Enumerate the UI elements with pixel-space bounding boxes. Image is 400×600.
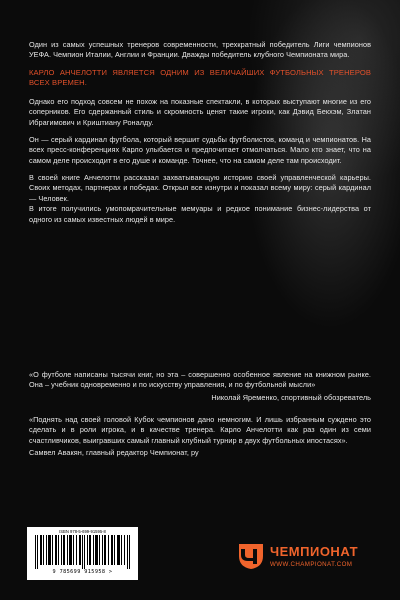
description-block bbox=[29, 40, 371, 232]
logo-url: WWW.CHAMPIONAT.COM bbox=[270, 561, 353, 568]
championat-logo-icon bbox=[236, 542, 266, 570]
cardinal-paragraph: Он — серый кардинал футбола, который вершит судьбы футболистов, команд и чемпионатов. На всех пресс-конференциях Карло улыбается и предпочитает отмолчаться. Мало кто знает, что на самом деле происходит в его душе и команде. Точнее, что на самом деле там происходит. bbox=[29, 135, 371, 165]
quote-text: «О футболе написаны тысячи книг, но эта – совершенно особенное явление на книжном рынке. Она – учебник одновременно и по искусству управления, и по футбольной мысли» bbox=[29, 370, 371, 390]
quote bbox=[29, 415, 371, 458]
quote bbox=[29, 370, 371, 403]
result-paragraph: В итоге получились умопомрачительные мемуары и редкое понимание бизнес-лидерства от одного из самых известных людей в мире. bbox=[29, 204, 371, 224]
publisher-logo bbox=[236, 542, 376, 572]
highlight-statement: КАРЛО АНЧЕЛОТТИ ЯВЛЯЕТСЯ ОДНИМ ИЗ ВЕЛИЧАЙШИХ ФУТБОЛЬНЫХ ТРЕНЕРОВ ВСЕХ ВРЕМЕН. bbox=[29, 67, 371, 88]
quote-text: «Поднять над своей головой Кубок чемпионов дано немногим. И лишь избранным суждено это сделать и в роли игрока, и в качестве тренера. Карло Анчелотти как раз один из семи счастливчиков, выигравших самый главный клубный турнир в двух футбольных ипостасях». bbox=[29, 415, 371, 445]
intro-paragraph: Один из самых успешных тренеров современности, трехкратный победитель Лиги чемпионов УЕФА. Чемпион Италии, Англии и Франции. Дважды победитель клубного Чемпионата мира. bbox=[29, 40, 371, 60]
quote-author: Николай Яременко, спортивный обозреватель bbox=[211, 392, 371, 402]
quote-author: Самвел Авакян, главный редактор Чемпионат, ру bbox=[29, 448, 199, 458]
style-paragraph: Однако его подход совсем не похож на показные спектакли, в которых выступают многие из его соперников. Его сдержанный стиль и скромность ценят такие игроки, как Дэвид Бекхэм, Златан Ибрагимович и Криштиану Роналду. bbox=[29, 96, 371, 127]
barcode bbox=[27, 527, 138, 580]
book-paragraph: В своей книге Анчелотти рассказал захватывающую историю своей управленческой карьеры. Своих методах, партнерах и победах. Открыл все изнутри и показал всему миру: серый кардинал — Человек. bbox=[29, 173, 371, 203]
quotes-block bbox=[29, 370, 371, 471]
logo-name: ЧЕМПИОНАТ bbox=[270, 544, 359, 559]
barcode-digits: 9 785699 915958 > bbox=[52, 569, 113, 575]
barcode-bars bbox=[33, 535, 133, 569]
isbn-label: ISBN 978-5-699-91595-8 bbox=[59, 529, 106, 534]
